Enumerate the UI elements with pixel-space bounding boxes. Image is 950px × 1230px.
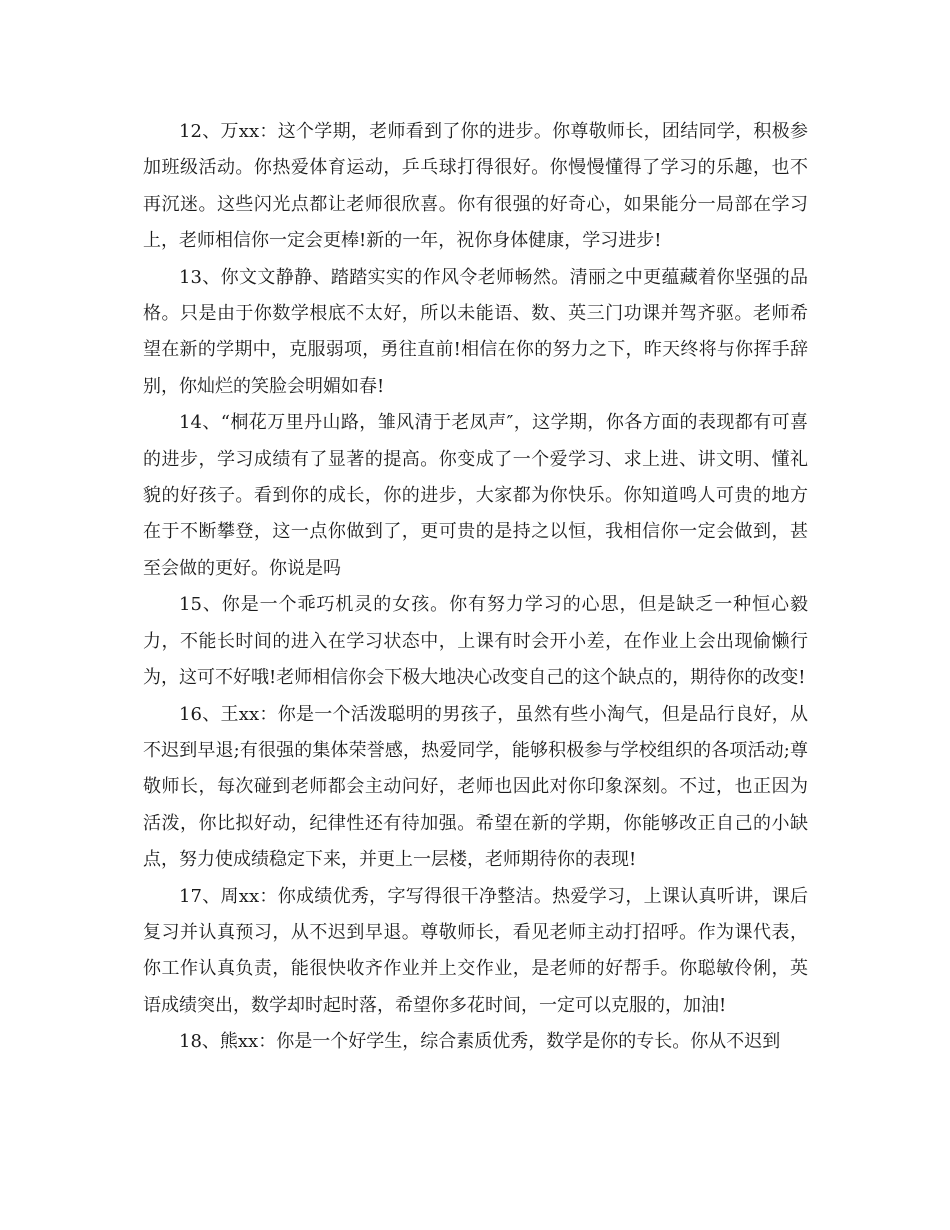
comment-paragraph-18: 18、熊xx：你是一个好学生，综合素质优秀，数学是你的专长。你从不迟到	[179, 1031, 781, 1053]
comment-paragraph-15: 15、你是一个乖巧机灵的女孩。你有努力学习的心思，但是缺乏一种恒心毅力，不能长时间的进入在学习状态中，上课有时会开小差，在作业上会出现偷懒行为，这可不好哦!老师相信你会下极大地决心改变自己的这个缺点的，期待你的改变!	[143, 594, 808, 689]
comment-paragraph-16: 16、王xx：你是一个活泼聪明的男孩子，虽然有些小淘气，但是品行良好，从不迟到早退;有很强的集体荣誉感，热爱同学，能够积极参与学校组织的各项活动;尊敬师长，每次碰到老师都会主动问好，老师也因此对你印象深刻。不过，也正因为活泼，你比拟好动，纪律性还有待加强。希望在新的学期，你能够改正自己的小缺点，努力使成绩稳定下来，并更上一层楼，老师期待你的表现!	[143, 703, 808, 871]
comment-paragraph-14: 14、“桐花万里丹山路，雏风清于老凤声″，这学期，你各方面的表现都有可喜的进步，学习成绩有了显著的提高。你变成了一个爱学习、求上进、讲文明、懂礼貌的好孩子。看到你的成长，你的进步，大家都为你快乐。你知道鸣人可贵的地方在于不断攀登，这一点你做到了，更可贵的是持之以恒，我相信你一定会做到，甚至会做的更好。你说是吗	[143, 412, 808, 579]
comment-paragraph-13: 13、你文文静静、踏踏实实的作风令老师畅然。清丽之中更蕴藏着你坚强的品格。只是由于你数学根底不太好，所以未能语、数、英三门功课并驾齐驱。老师希望在新的学期中，克服弱项，勇往直前!相信在你的努力之下，昨天终将与你挥手辞别，你灿烂的笑脸会明媚如春!	[143, 266, 808, 397]
document-body	[143, 114, 808, 1061]
comment-paragraph-12: 12、万xx：这个学期，老师看到了你的进步。你尊敬师长，团结同学，积极参加班级活动。你热爱体育运动，乒乓球打得很好。你慢慢懂得了学习的乐趣，也不再沉迷。这些闪光点都让老师很欣喜。你有很强的好奇心，如果能分一局部在学习上，老师相信你一定会更棒!新的一年，祝你身体健康，学习进步!	[143, 121, 808, 252]
comment-paragraph-17: 17、周xx：你成绩优秀，字写得很干净整洁。热爱学习，上课认真听讲，课后复习并认真预习，从不迟到早退。尊敬师长，看见老师主动打招呼。作为课代表，你工作认真负责，能很快收齐作业并上交作业，是老师的好帮手。你聪敏伶俐，英语成绩突出，数学却时起时落，希望你多花时间，一定可以克服的，加油!	[143, 885, 808, 1016]
